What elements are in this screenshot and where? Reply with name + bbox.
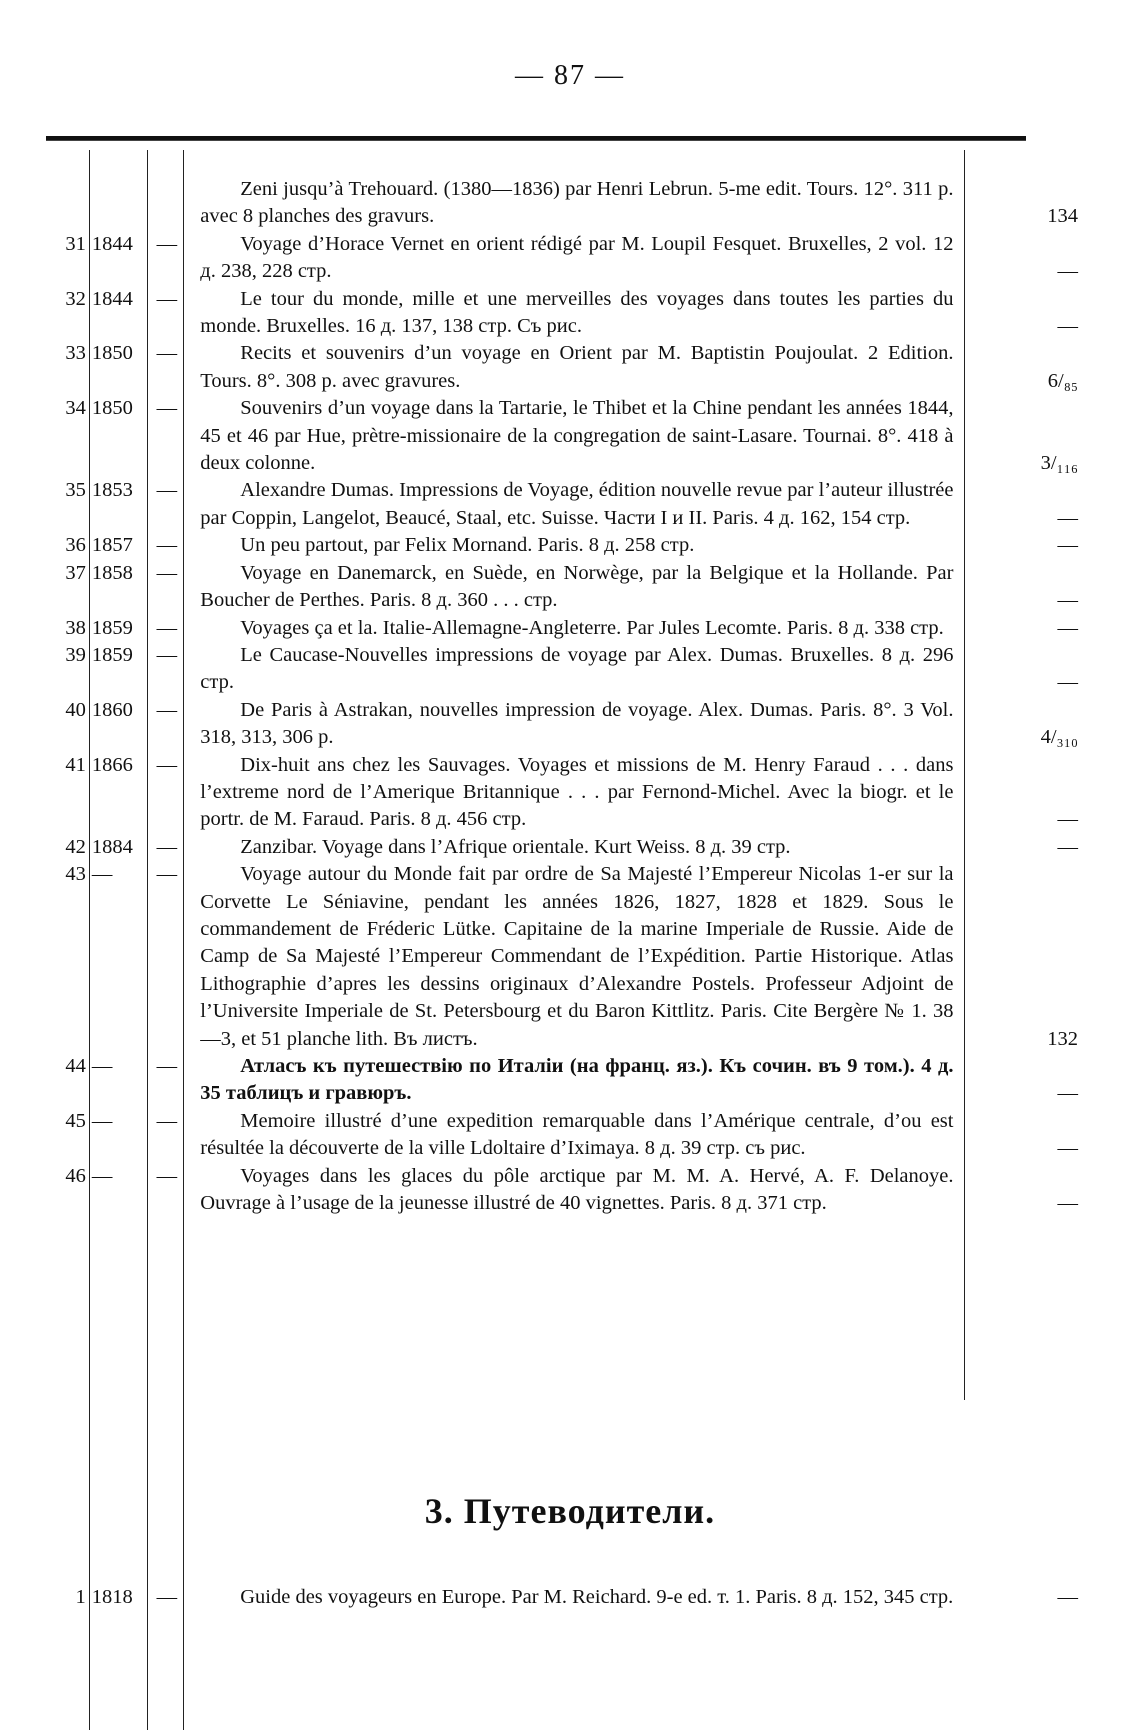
guides-table: [0, 1584, 1140, 1611]
entry-number: 36: [65, 534, 86, 557]
entry-marker: —: [156, 397, 178, 420]
entry-description: Un peu partout, par Felix Mornand. Paris. 8 д. 258 стр.: [240, 534, 695, 557]
entry-year: 1884: [91, 835, 133, 858]
entry-price: —: [1057, 808, 1078, 831]
entry-price: —: [1057, 260, 1078, 283]
entry-number: 42: [65, 835, 86, 858]
entry-marker: —: [156, 287, 178, 310]
entry-number: 1: [75, 1586, 86, 1608]
table-row: [0, 231, 1140, 286]
entry-description: Voyages ça et la. Italie-Allemagne-Angleterre. Par Jules Lecomte. Paris. 8 д. 338 стр.: [240, 616, 944, 639]
entry-marker: —: [156, 1055, 178, 1077]
entry-price: —: [1057, 315, 1078, 338]
entry-year: —: [91, 863, 113, 886]
table-row: [0, 615, 1140, 642]
entry-year: —: [91, 1164, 113, 1187]
table-row: [0, 752, 1140, 834]
entry-number: 46: [65, 1164, 86, 1187]
catalog-table: [0, 176, 1140, 1217]
table-row: [0, 286, 1140, 341]
entry-marker: —: [156, 534, 178, 557]
guide-entries: [0, 1584, 1140, 1611]
entry-description: Voyage autour du Monde fait par ordre de Sa Majesté l’Empereur Nicolas 1-er sur la Corvette Le Séniavine, pendant les années 1826, 1827, 1828 et 1829. Sous le commandement de Fréderic Lütke. Capitaine de la marine Imperiale de Russie. Aide de Camp de Sa Majesté l’Empereur Commendant de l’Expédition. Partie Historique. Atlas Lithographie d’apres les dessins originaux d’Alexandre Postels. Professeur Adjoint de l’Universite Imperiale de St. Petersbourg et du Baron Kittlitz. Paris. Cite Bergère № 1. 38—3, et 51 planche lith. Въ листъ.: [200, 863, 954, 1050]
entry-number: 38: [65, 616, 86, 639]
entry-year: 1844: [91, 232, 133, 255]
entry-year: 1853: [91, 479, 133, 502]
entry-price: 3/₁₁₆: [1040, 452, 1078, 475]
table-row: [0, 861, 1140, 1053]
entry-description: Voyage d’Horace Vernet en orient rédigé par M. Loupil Fesquet. Bruxelles, 2 vol. 12 д. 238, 228 стр.: [200, 232, 954, 283]
entry-marker: —: [156, 753, 178, 776]
entry-description: Souvenirs d’un voyage dans la Tartarie, le Thibet et la Chine pendant les années 1844, 45 et 46 par Hue, prètre-missionaire de la congregation de saint-Lasare. Tournai. 8°. 418 à deux colonne.: [200, 397, 954, 475]
entry-number: 34: [65, 397, 86, 420]
entry-price: —: [1057, 589, 1078, 612]
table-row: [0, 1053, 1140, 1108]
entry-price: 132: [1047, 1027, 1078, 1050]
entry-description: Zanzibar. Voyage dans l’Afrique orientale. Kurt Weiss. 8 д. 39 стр.: [240, 835, 791, 858]
table-row: [0, 340, 1140, 395]
entry-number: 44: [65, 1055, 86, 1077]
entry-year: [88, 176, 148, 231]
entry-price: —: [1057, 671, 1078, 694]
entry-price: 6/₈₅: [1047, 369, 1078, 392]
entry-number: 41: [65, 753, 86, 776]
table-row: [0, 1163, 1140, 1218]
catalog-entries: [0, 176, 1140, 1217]
entry-price: —: [1057, 616, 1078, 639]
entry-year: 1844: [91, 287, 133, 310]
entry-price: 134: [1047, 205, 1078, 228]
top-rule: [46, 136, 1026, 141]
entry-marker: —: [156, 1109, 178, 1132]
entry-description: Guide des voyageurs en Europe. Par M. Reichard. 9-e ed. т. 1. Paris. 8 д. 152, 345 стр.: [240, 1586, 954, 1608]
entry-price: —: [1057, 1192, 1078, 1215]
entry-year: 1859: [91, 616, 133, 639]
entry-year: —: [91, 1109, 113, 1132]
table-row: [0, 176, 1140, 231]
table-row: [0, 560, 1140, 615]
entry-year: 1857: [91, 534, 133, 557]
entry-number: 32: [65, 287, 86, 310]
entry-description: Zeni jusqu’à Trehouard. (1380—1836) par Henri Lebrun. 5-me edit. Tours. 12°. 311 p. avec 8 planches des gravurs.: [200, 178, 954, 228]
entry-price: —: [1057, 534, 1078, 557]
entry-marker: —: [156, 479, 178, 502]
entry-number: 40: [65, 698, 86, 721]
entry-year: 1850: [91, 397, 133, 420]
entry-description: Dix-huit ans chez les Sauvages. Voyages et missions de M. Henry Faraud . . . dans l’extreme nord de l’Amerique Britannique . . . par Fernond-Michel. Avec la biogr. et le portr. de M. Faraud. Paris. 8 д. 456 стр.: [200, 753, 954, 831]
entry-number: 45: [65, 1109, 86, 1132]
entry-number: 37: [65, 561, 86, 584]
table-row: [0, 1108, 1140, 1163]
entry-price: 4/₃₁₀: [1040, 726, 1078, 749]
page-number: — 87 —: [515, 60, 625, 91]
entry-year: 1858: [91, 561, 133, 584]
entry-price: —: [1057, 1137, 1078, 1160]
table-row: [0, 1584, 1140, 1611]
entry-year: 1859: [91, 643, 133, 666]
table-row: [0, 642, 1140, 697]
entry-marker: —: [156, 561, 178, 584]
entry-year: 1866: [91, 753, 133, 776]
entry-year: 1860: [91, 698, 133, 721]
entry-price: —: [1057, 506, 1078, 529]
entry-year: —: [91, 1055, 113, 1077]
entry-marker: —: [156, 835, 178, 858]
entry-marker: —: [156, 232, 178, 255]
entry-marker: —: [156, 1164, 178, 1187]
entry-description: Le Caucase-Nouvelles impressions de voyage par Alex. Dumas. Bruxelles. 8 д. 296 стр.: [200, 643, 954, 694]
entry-number: 35: [65, 479, 86, 502]
entry-description: De Paris à Astrakan, nouvelles impression de voyage. Alex. Dumas. Paris. 8°. 3 Vol. 318, 313, 306 p.: [200, 698, 954, 749]
entry-description: Voyage en Danemarck, en Suède, en Norwège, par la Belgique et la Hollande. Par Boucher de Perthes. Paris. 8 д. 360 . . . стр.: [200, 561, 954, 612]
entry-year: 1818: [91, 1586, 133, 1608]
entry-description: Alexandre Dumas. Impressions de Voyage, édition nouvelle revue par l’auteur illustrée par Coppin, Langelot, Beaucé, Staal, etc. Suisse. Части I и II. Paris. 4 д. 162, 154 стр.: [200, 479, 954, 529]
entry-number: 43: [65, 863, 86, 886]
table-row: [0, 395, 1140, 477]
entry-number: 31: [65, 232, 86, 255]
entry-price: —: [1057, 835, 1078, 858]
entry-marker: —: [156, 342, 178, 365]
entry-marker: —: [156, 616, 178, 639]
table-row: [0, 477, 1140, 532]
entry-description: Le tour du monde, mille et une merveilles des voyages dans toutes les parties du monde. Bruxelles. 16 д. 137, 138 стр. Съ рис.: [200, 287, 954, 338]
entry-number: 39: [65, 643, 86, 666]
table-row: [0, 834, 1140, 861]
table-row: [0, 532, 1140, 559]
table-row: [0, 697, 1140, 752]
entry-year: 1850: [91, 342, 133, 365]
entry-description: Атласъ къ путешествію по Италіи (на франц. яз.). Къ сочин. въ 9 том.). 4 д. 35 таблицъ и гравюръ.: [200, 1055, 954, 1105]
entry-marker: —: [156, 643, 178, 666]
entry-marker: —: [156, 863, 178, 886]
entry-marker: —: [156, 698, 178, 721]
entry-price: —: [1057, 1082, 1078, 1105]
entry-marker: [148, 176, 187, 231]
entry-description: Memoire illustré d’une expedition remarquable dans l’Amérique centrale, d’ou est résultée la découverte de la ville Ldoltaire d’Iximaya. 8 д. 39 стр. съ рис.: [200, 1109, 954, 1160]
entry-description: Voyages dans les glaces du pôle arctique par M. M. A. Hervé, A. F. Delanoye. Ouvrage à l’usage de la jeunesse illustré de 40 vignettes. Paris. 8 д. 371 стр.: [200, 1164, 954, 1215]
entry-number: [0, 176, 88, 231]
entry-number: 33: [65, 342, 86, 365]
entry-price: —: [1057, 1586, 1078, 1608]
entry-marker: —: [156, 1586, 178, 1608]
section-title: 3. Путеводители.: [424, 1491, 716, 1531]
entry-description: Recits et souvenirs d’un voyage en Orient par M. Baptistin Poujoulat. 2 Edition. Tours. 8°. 308 p. avec gravures.: [200, 342, 954, 392]
